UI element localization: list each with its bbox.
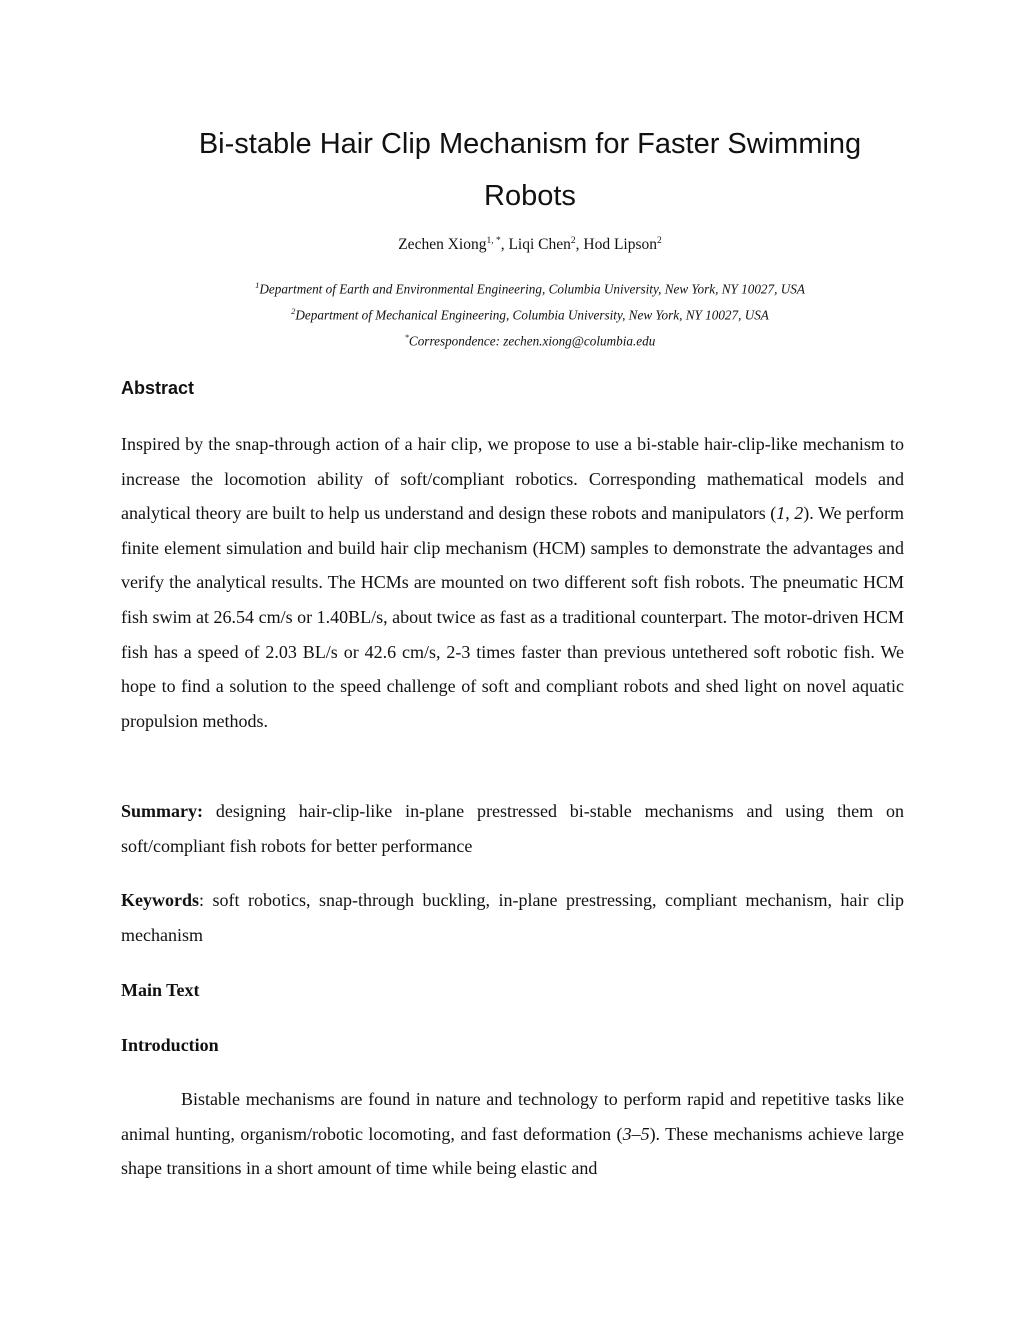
summary-text: designing hair-clip-like in-plane prestressed bi-stable mechanisms and using them on soft/compliant fish robots for better performance bbox=[121, 801, 904, 856]
author-name: Liqi Chen bbox=[508, 236, 571, 254]
abstract-text-part: Inspired by the snap-through action of a hair clip, we propose to use a bi-stable hair-clip-like mechanism to increase the locomotion ability of soft/compliant robotics. Corresponding mathematical models and analytical theory are built to help us understand and design these robots and manipulators ( bbox=[121, 434, 904, 524]
keywords-text: : soft robotics, snap-through buckling, in-plane prestressing, compliant mechanism, hair clip mechanism bbox=[121, 890, 904, 945]
abstract-text bbox=[121, 427, 904, 738]
citation-ref: 3–5 bbox=[622, 1123, 650, 1144]
citation-ref: 2 bbox=[794, 503, 804, 524]
keywords-paragraph bbox=[121, 883, 904, 952]
paper-title bbox=[120, 118, 940, 222]
abstract-text-part: ). We perform finite element simulation and build hair clip mechanism (HCM) samples to demonstrate the advantages and verify the analytical results. The HCMs are mounted on two different soft fish robots. The pneumatic HCM fish swim at 26.54 cm/s or 1.40BL/s, about twice as fast as a traditional counterpart. The motor-driven HCM fish has a speed of 2.03 BL/s or 42.6 cm/s, 2-3 times faster than previous untethered soft robotic fish. We hope to find a solution to the speed challenge of soft and compliant robots and shed light on novel aquatic propulsion methods. bbox=[121, 503, 904, 731]
introduction-heading: Introduction bbox=[121, 1035, 219, 1055]
intro-text-part: ). These mechanisms achieve large shape transitions in a short amount of time while being elastic and bbox=[121, 1123, 905, 1179]
title-line-2: Robots bbox=[484, 180, 576, 212]
summary-label: Summary: bbox=[121, 801, 203, 821]
affiliation-1 bbox=[120, 280, 940, 297]
title-line-1: Bi-stable Hair Clip Mechanism for Faster Swimming bbox=[198, 128, 862, 160]
citation-separator: , bbox=[785, 503, 795, 524]
author-name: Hod Lipson bbox=[583, 236, 658, 254]
affiliation-2 bbox=[120, 306, 940, 323]
author-affiliation-mark: 2 bbox=[570, 236, 576, 246]
author-affiliation-mark: 2 bbox=[657, 236, 662, 246]
affiliation-mark: 2 bbox=[291, 306, 296, 316]
abstract-heading: Abstract bbox=[121, 378, 195, 398]
affiliation-text: Department of Earth and Environmental Engineering, Columbia University, New York, NY 10027, USA bbox=[259, 281, 805, 297]
affiliation-text: Department of Mechanical Engineering, Columbia University, New York, NY 10027, USA bbox=[295, 307, 769, 323]
introduction-paragraph bbox=[121, 1082, 904, 1186]
author-affiliation-mark: 1, * bbox=[486, 236, 501, 246]
summary-paragraph bbox=[121, 794, 904, 863]
correspondence bbox=[120, 332, 940, 349]
author-name: Zechen Xiong bbox=[398, 236, 487, 254]
intro-text-part: Bistable mechanisms are found in nature and technology to perform rapid and repetitive tasks like animal hunting, organism/robotic locomoting, and fast deformation ( bbox=[121, 1089, 904, 1144]
affiliation-mark: 1 bbox=[255, 280, 260, 290]
correspondence-text: Correspondence: zechen.xiong@columbia.edu bbox=[408, 333, 656, 349]
author-list: Zechen Xiong$^{1, *}$, Liqi Chen$^2$, Hod Lipson$^2$ bbox=[398, 236, 662, 254]
citation-ref: 1 bbox=[776, 503, 786, 524]
keywords-label: Keywords bbox=[121, 890, 199, 910]
affiliation-mark: * bbox=[404, 332, 409, 342]
main-text-heading: Main Text bbox=[121, 980, 200, 1000]
